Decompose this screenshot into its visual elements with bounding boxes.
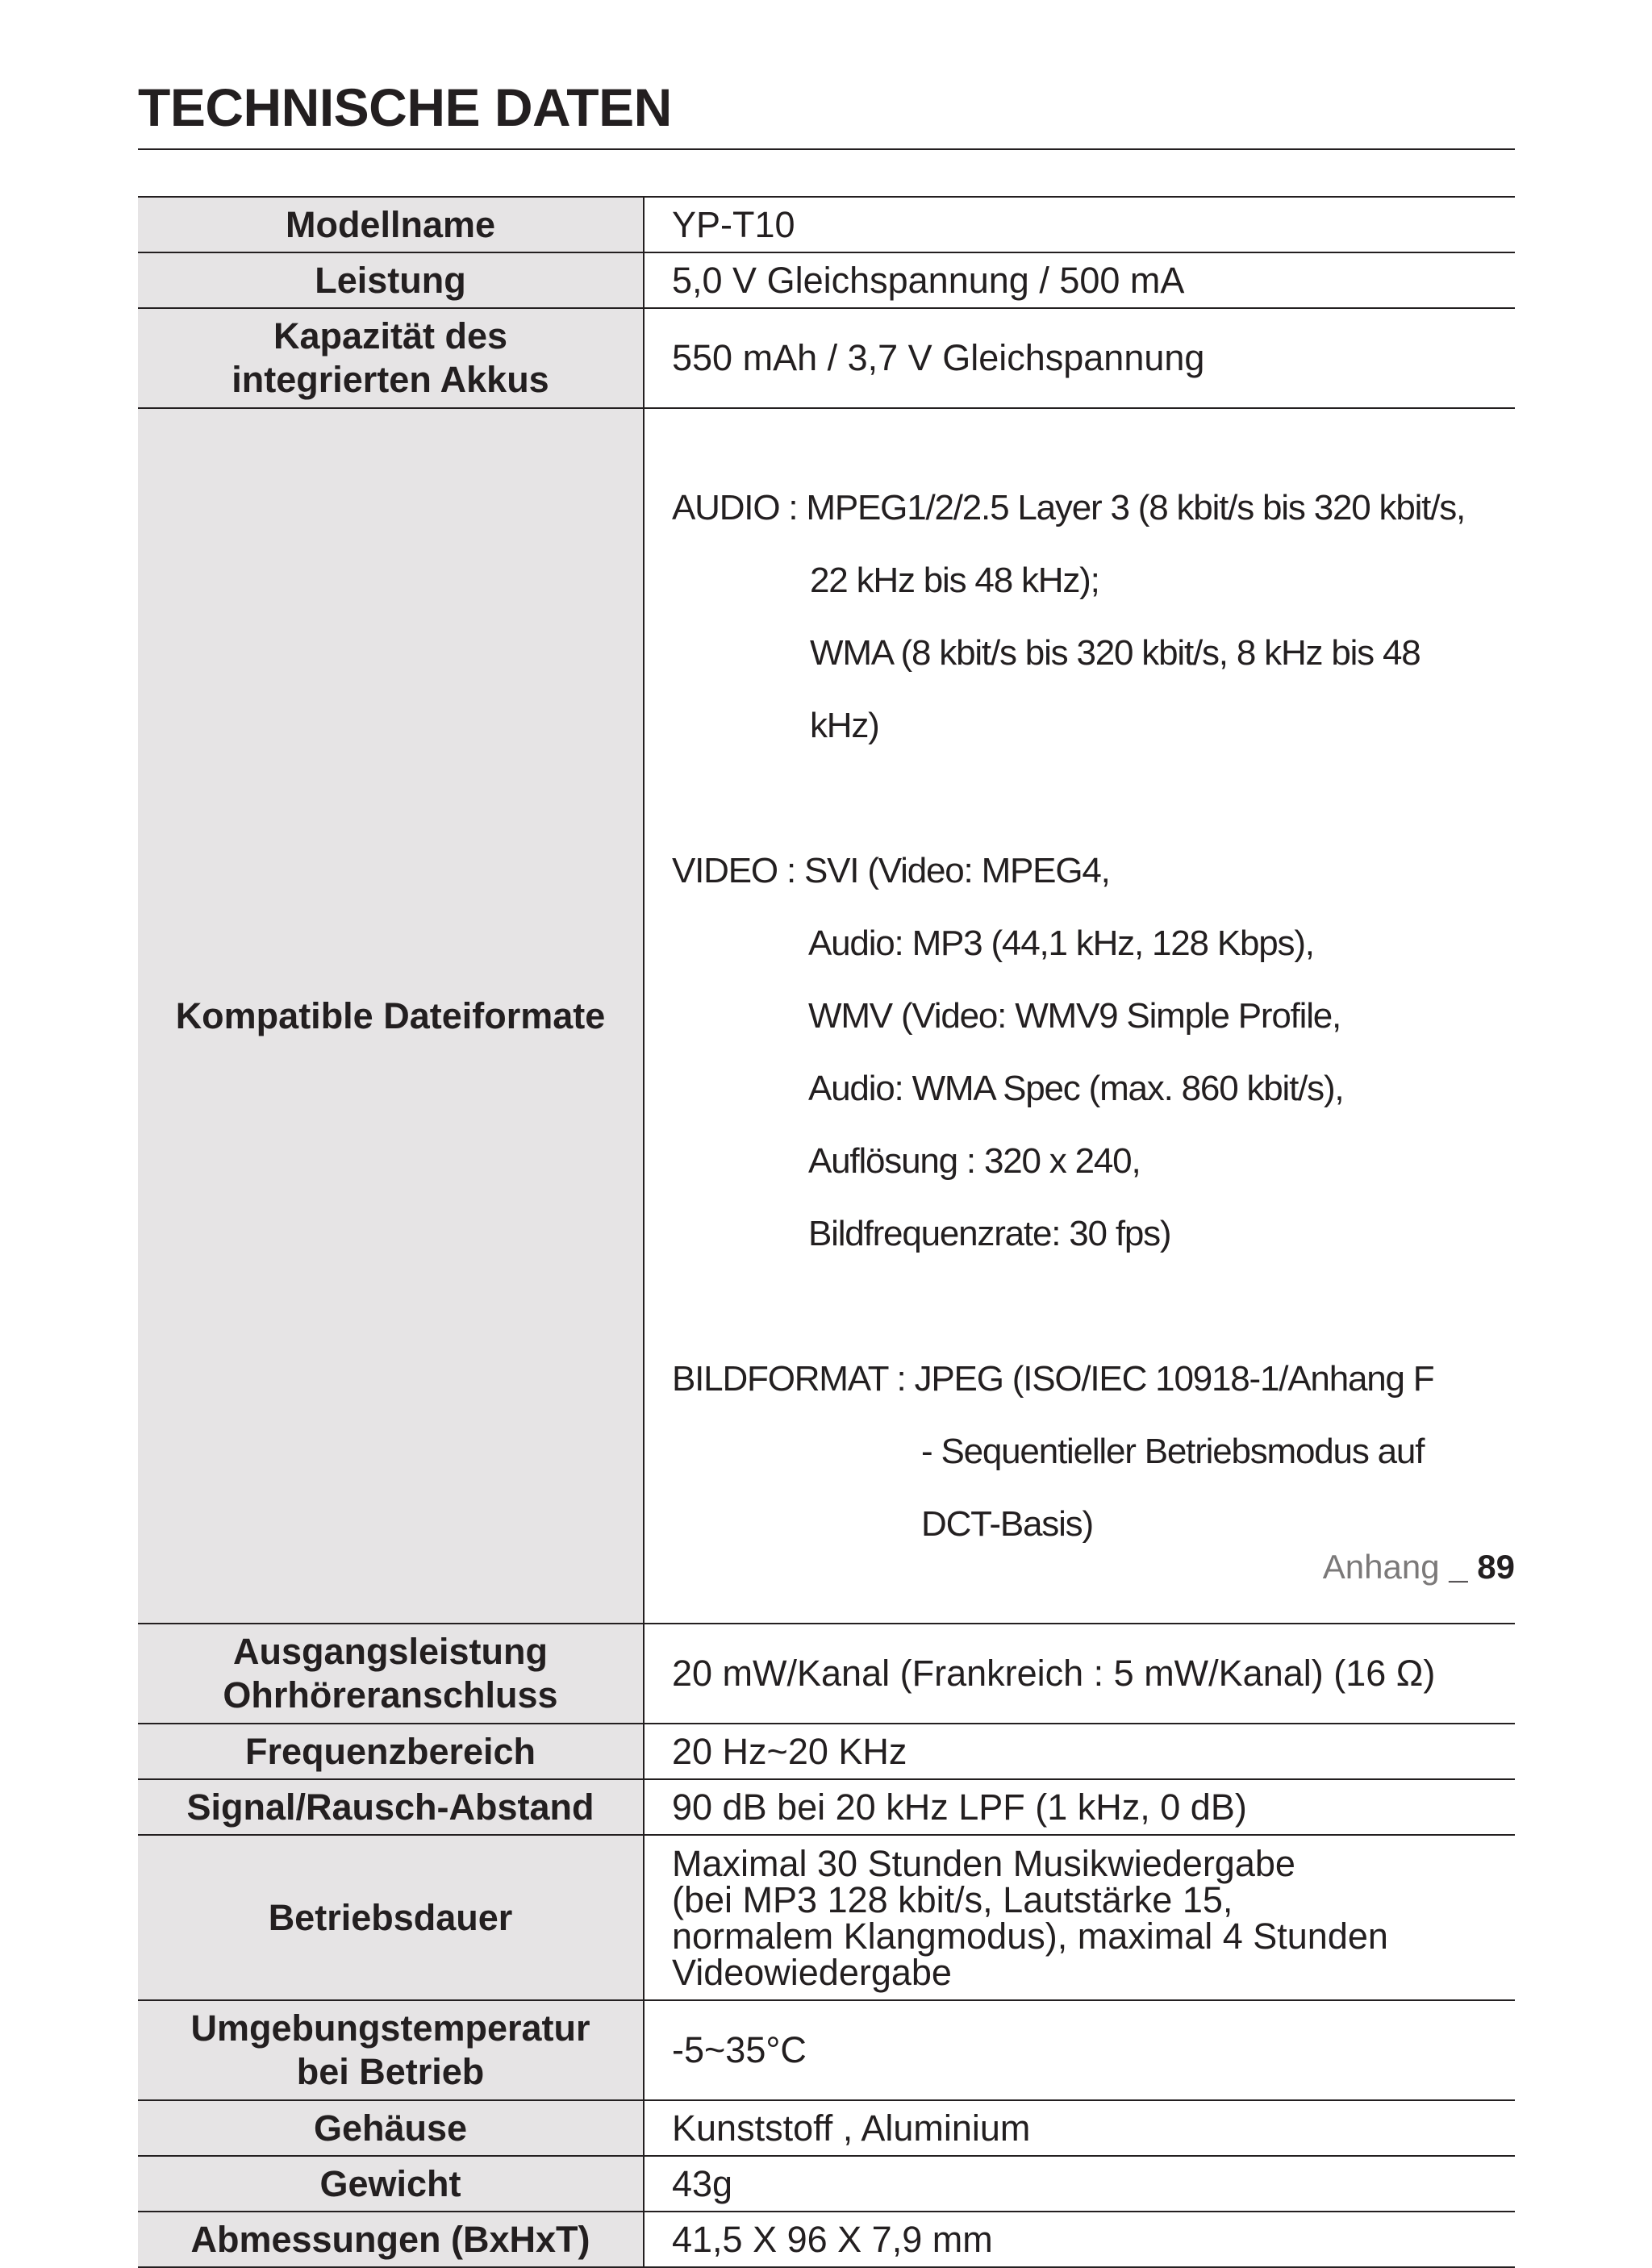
row-label: Umgebungstemperatur bei Betrieb — [138, 2000, 644, 2100]
row-label: Kompatible Dateiformate — [138, 408, 644, 1624]
format-line: Bildfrequenzrate: 30 fps) — [808, 1214, 1171, 1253]
format-line: - Sequentieller Betriebsmodus auf — [921, 1432, 1425, 1471]
format-line: kHz) — [810, 706, 879, 745]
row-label: Gewicht — [138, 2156, 644, 2212]
row-value: 41,5 X 96 X 7,9 mm — [672, 2218, 993, 2260]
row-label: Gehäuse — [138, 2100, 644, 2156]
format-line: Audio: MP3 (44,1 kHz, 128 Kbps), — [808, 923, 1314, 963]
formats-cell — [644, 408, 1515, 1624]
video-formats — [672, 816, 1507, 1288]
row-label: Betriebsdauer — [138, 1835, 644, 2000]
row-value: 20 Hz~20 KHz — [672, 1730, 907, 1772]
row-label: Abmessungen (BxHxT) — [138, 2212, 644, 2267]
table-row — [138, 1624, 1515, 1724]
format-line: WMV (Video: WMV9 Simple Profile, — [808, 996, 1341, 1036]
row-value: 43g — [672, 2162, 733, 2204]
row-value: Maximal 30 Stunden Musikwiedergabe (bei MP3 128 kbit/s, Lautstärke 15, normalem Klangmodus), maximal 4 Stunden Videowiedergabe — [672, 1842, 1388, 1993]
row-value: -5~35°C — [672, 2029, 807, 2070]
table-row — [138, 1779, 1515, 1835]
table-row — [138, 2156, 1515, 2212]
image-formats — [672, 1324, 1507, 1578]
format-line: DCT-Basis) — [921, 1504, 1093, 1544]
row-label: Kapazität des integrierten Akkus — [138, 308, 644, 408]
page-footer — [1323, 1550, 1515, 1584]
row-label: Frequenzbereich — [138, 1724, 644, 1779]
row-label: Ausgangsleistung Ohrhöreranschluss — [138, 1624, 644, 1724]
row-value: Kunststoff , Aluminium — [672, 2107, 1031, 2149]
format-line: Auflösung : 320 x 240, — [808, 1141, 1141, 1181]
row-value: 5,0 V Gleichspannung / 500 mA — [672, 259, 1185, 301]
row-label: Leistung — [138, 252, 644, 308]
row-label: Signal/Rausch-Abstand — [138, 1779, 644, 1835]
format-line: JPEG (ISO/IEC 10918-1/Anhang F — [914, 1359, 1434, 1399]
table-row — [138, 252, 1515, 308]
table-row — [138, 308, 1515, 408]
row-value: YP-T10 — [672, 203, 795, 245]
page-number: 89 — [1477, 1548, 1515, 1586]
table-row — [138, 2212, 1515, 2267]
audio-formats — [672, 453, 1507, 780]
footer-separator: _ — [1449, 1548, 1468, 1586]
audio-prefix: AUDIO : — [672, 488, 807, 527]
format-line: 22 kHz bis 48 kHz); — [810, 561, 1099, 600]
table-row — [138, 1835, 1515, 2000]
table-row — [138, 1724, 1515, 1779]
row-label: Modellname — [138, 197, 644, 252]
title-divider — [138, 148, 1515, 150]
video-prefix: VIDEO : — [672, 851, 804, 890]
format-line: SVI (Video: MPEG4, — [804, 851, 1110, 890]
page-title: TECHNISCHE DATEN — [138, 77, 672, 137]
format-line: Audio: WMA Spec (max. 860 kbit/s), — [808, 1069, 1344, 1108]
format-line: MPEG1/2/2.5 Layer 3 (8 kbit/s bis 320 kbit/s, — [806, 488, 1466, 527]
row-value: 90 dB bei 20 kHz LPF (1 kHz, 0 dB) — [672, 1786, 1247, 1828]
row-value: 550 mAh / 3,7 V Gleichspannung — [672, 337, 1205, 378]
footer-section: Anhang — [1322, 1548, 1440, 1586]
format-line: WMA (8 kbit/s bis 320 kbit/s, 8 kHz bis 48 — [810, 633, 1420, 673]
image-prefix: BILDFORMAT : — [672, 1359, 915, 1399]
row-value: 20 mW/Kanal (Frankreich : 5 mW/Kanal) (16 Ω) — [672, 1653, 1436, 1694]
table-row — [138, 197, 1515, 252]
table-row — [138, 2100, 1515, 2156]
table-row — [138, 2000, 1515, 2100]
table-row — [138, 408, 1515, 1624]
spec-table — [138, 196, 1515, 2268]
